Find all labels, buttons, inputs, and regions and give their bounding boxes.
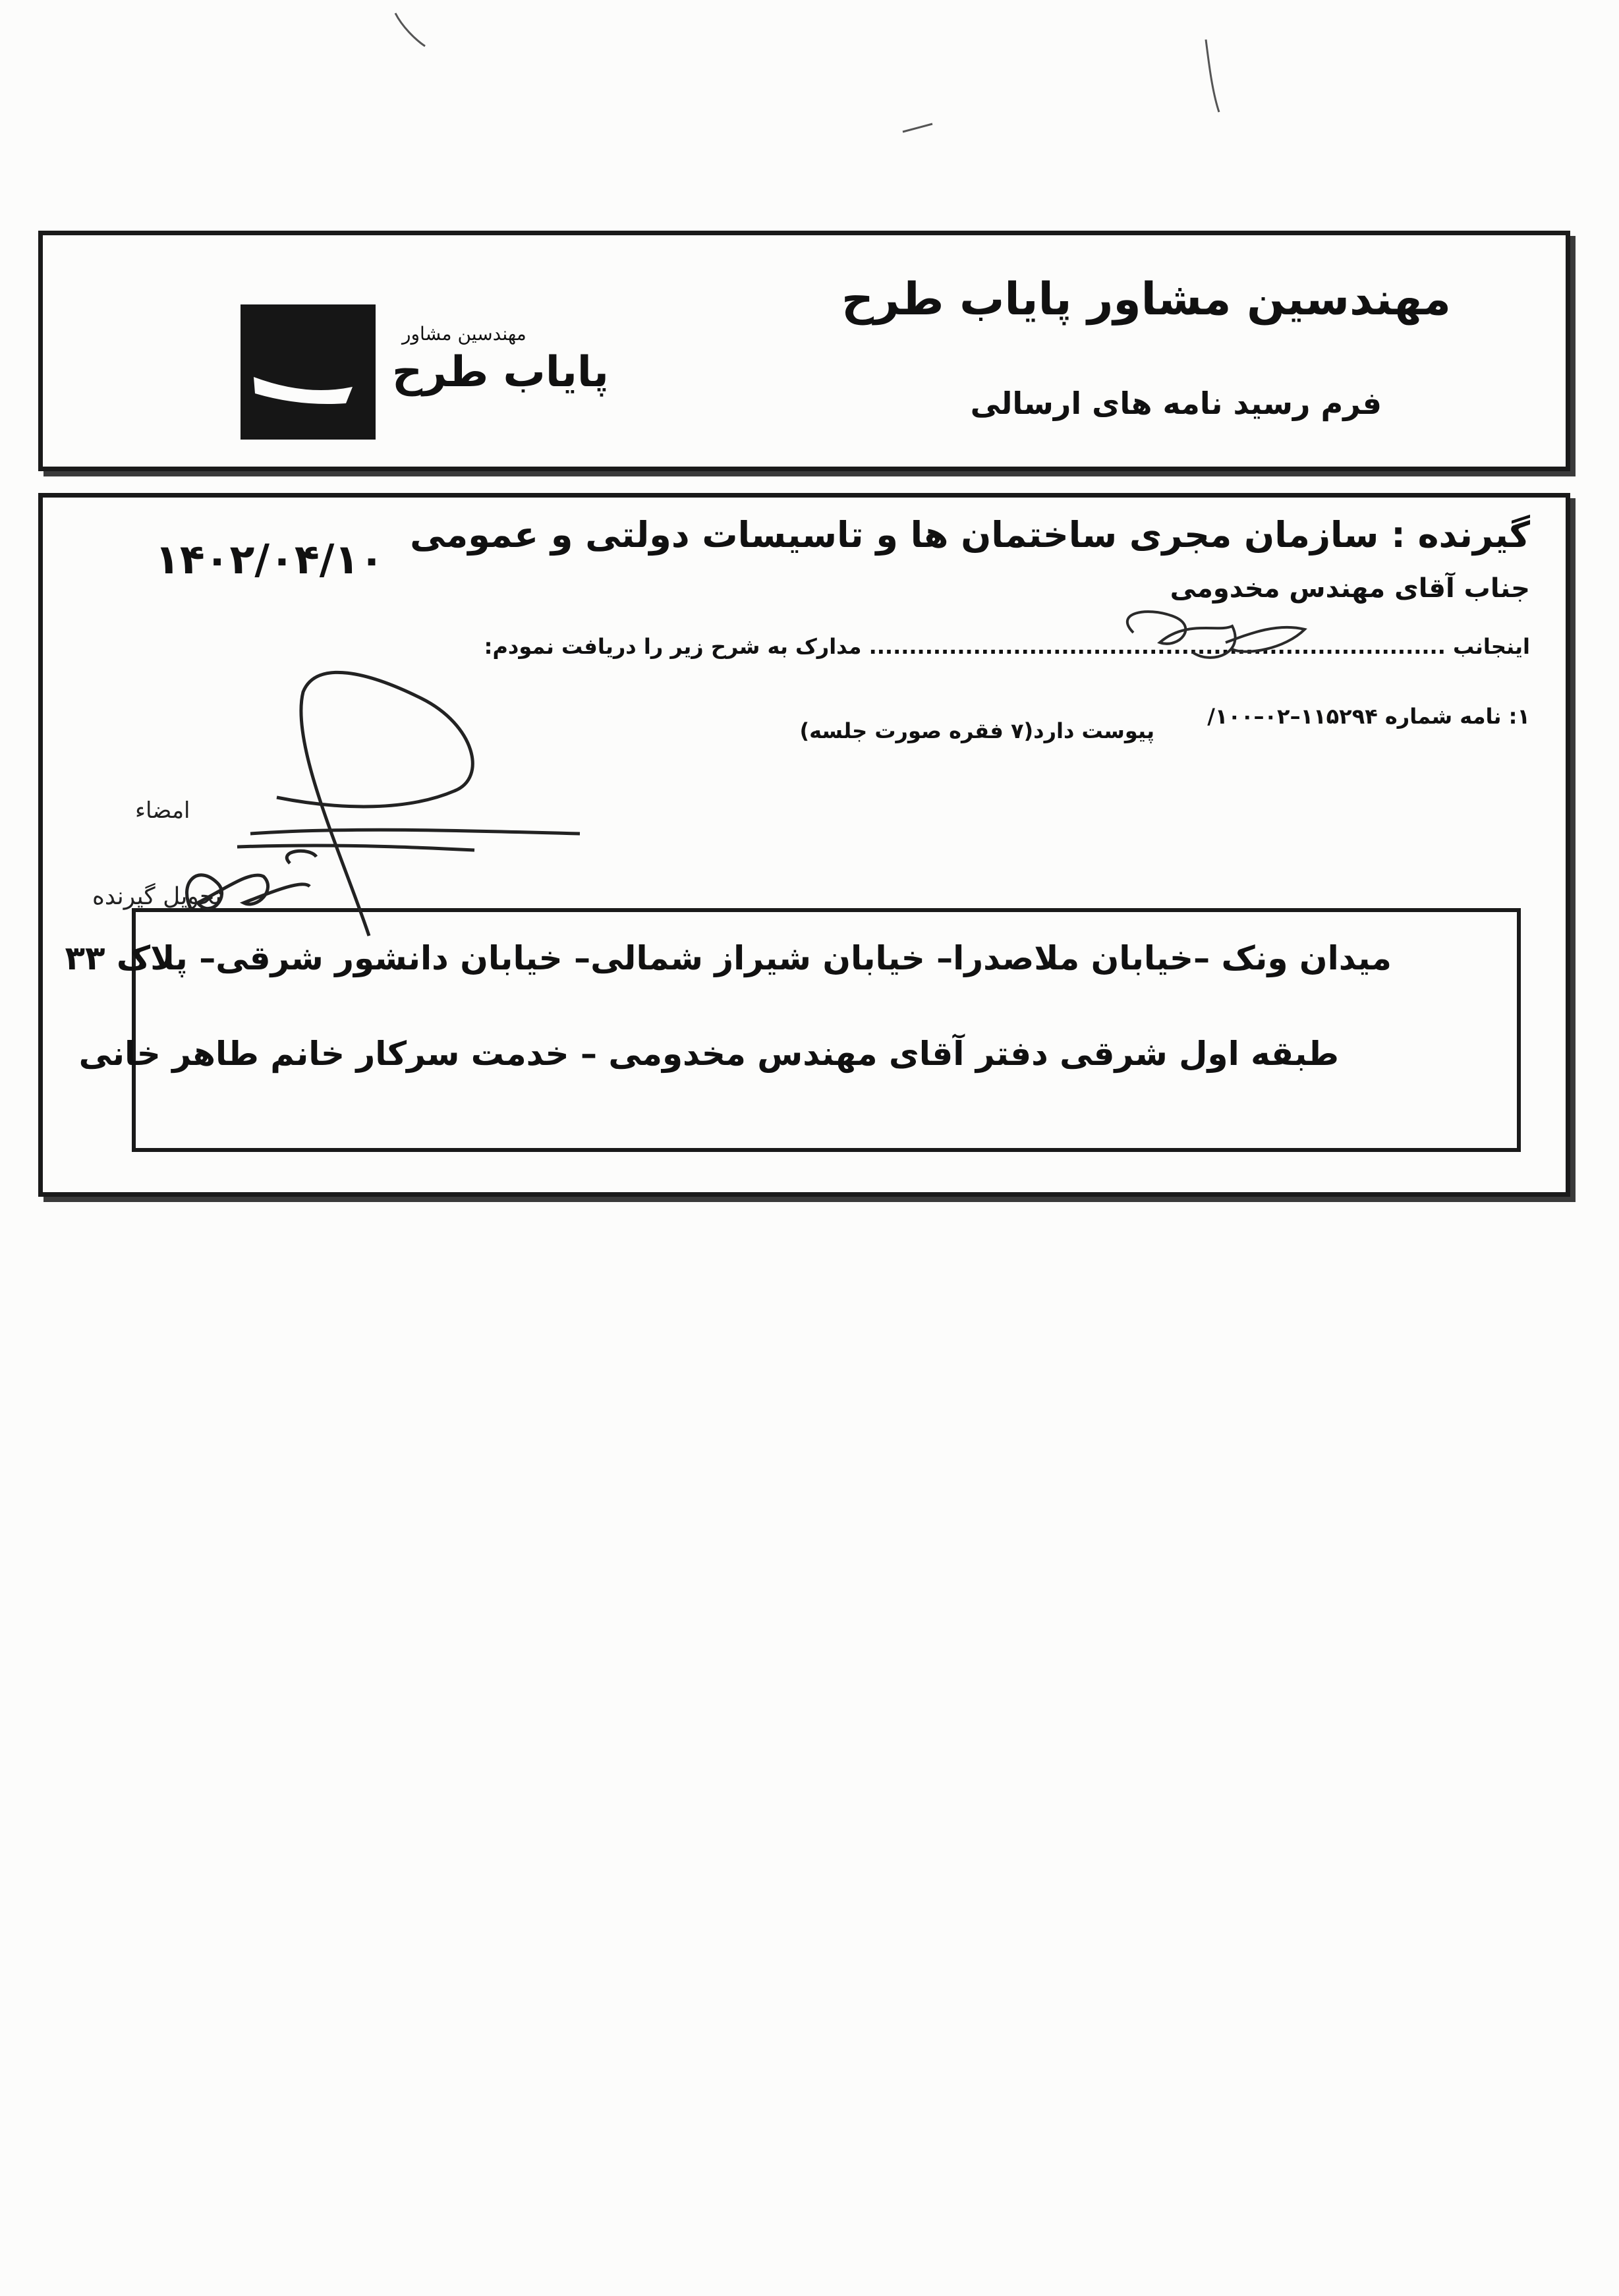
receiver-label: تحویل گیرنده bbox=[92, 883, 222, 910]
attention-line: جناب آقای مهندس مخدومی bbox=[1170, 573, 1530, 604]
company-title: مهندسین مشاور پایاب طرح bbox=[841, 273, 1451, 326]
logo-subtitle: مهندسین مشاور bbox=[402, 323, 526, 345]
signature-label: امضاء bbox=[135, 797, 190, 824]
logo-swoosh-icon bbox=[241, 304, 376, 440]
scan-marks bbox=[395, 13, 1219, 132]
attachment-note: پیوست دارد(۷ فقره صورت جلسه) bbox=[799, 718, 1154, 743]
company-logo-mark bbox=[241, 304, 376, 440]
logo-name: پایاب طرح bbox=[392, 348, 609, 397]
item-1-letter-number: ۱: نامه شماره ۱۱۵۲۹۴–۰۲–۱۰۰/ bbox=[1207, 704, 1530, 729]
form-title: فرم رسید نامه های ارسالی bbox=[970, 386, 1382, 421]
recipient-line: گیرنده : سازمان مجری ساختمان ها و تاسیسات دولتی و عمومی bbox=[410, 514, 1530, 556]
address-line-1: میدان ونک –خیابان ملاصدرا– خیابان شیراز شمالی– خیابان دانشور شرقی– پلاک ۳۳ bbox=[65, 939, 1392, 977]
statement-line: اینجانب ........................................................................ مدارک به شرح زیر را دریافت نمودم: bbox=[484, 634, 1530, 659]
address-line-2: طبقه اول شرقی دفتر آقای مهندس مخدومی – خدمت سرکار خانم طاهر خانی bbox=[78, 1035, 1339, 1073]
receipt-date: ۱۴۰۲/۰۴/۱۰ bbox=[155, 535, 385, 583]
